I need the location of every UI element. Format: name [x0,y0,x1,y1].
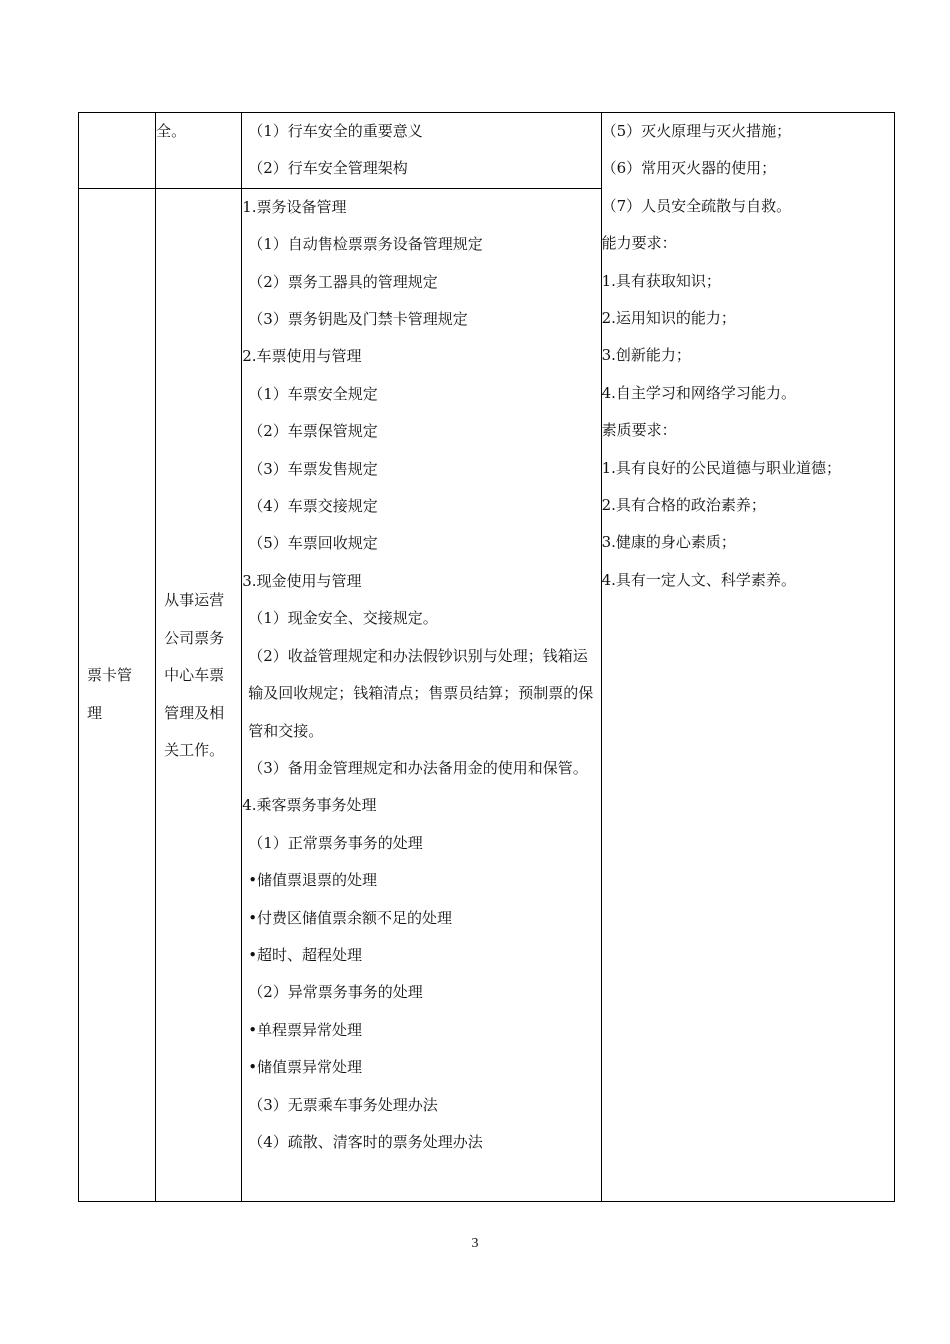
section-heading: 1.票务设备管理 [242,197,347,216]
requirement-line: （5）灭火原理与灭火措施； [601,122,792,140]
content-line: （2）异常票务事务的处理 [248,983,423,1002]
requirement-line: 3.健康的身心素质； [601,533,736,552]
table-row [79,113,895,189]
curriculum-table [78,112,895,1202]
bullet-item: •超时、超程处理 [248,945,363,964]
page-number: 3 [471,1236,479,1251]
task-line: 公司票务 [164,628,225,647]
content-line: （3）无票乘车事务处理办法 [248,1095,438,1114]
content-paragraph: （2）收益管理规定和办法假钞识别与处理；钱箱运输及回收规定；钱箱清点；售票员结算；预制票的保管和交接。 [248,646,594,740]
content-line: （1）正常票务事务的处理 [248,833,423,852]
requirement-line: 2.具有合格的政治素养； [601,496,766,515]
module-name-line: 票卡管 [87,666,133,685]
cell-content [242,188,601,1201]
task-line: 从事运营 [164,591,225,610]
content-line: （4）车票交接规定 [248,497,378,516]
requirement-heading: 能力要求： [601,234,677,253]
bullet-item: •储值票退票的处理 [248,871,378,890]
content-line: （2）行车安全管理架构 [248,159,408,178]
requirement-line: 1.具有良好的公民道德与职业道德； [601,458,841,477]
content-paragraph: （3）备用金管理规定和办法备用金的使用和保管。 [248,758,588,777]
task-text: 全。 [156,122,187,140]
content-line: （1）自动售检票票务设备管理规定 [248,235,483,254]
cell-task [156,188,242,1201]
module-name-line: 理 [87,703,103,722]
bullet-item: •单程票异常处理 [248,1020,363,1039]
content-line: （2）车票保管规定 [248,422,378,441]
section-heading: 4.乘客票务事务处理 [242,796,377,815]
requirement-line: 3.创新能力； [601,346,691,365]
section-heading: 2.车票使用与管理 [242,347,362,366]
requirement-heading: 素质要求： [601,421,677,440]
content-line: （4）疏散、清客时的票务处理办法 [248,1132,483,1151]
cell-requirements [601,113,894,1202]
content-line: （3）票务钥匙及门禁卡管理规定 [248,310,468,329]
content-line: （1）现金安全、交接规定。 [248,609,438,628]
requirement-line: （7）人员安全疏散与自救。 [601,196,792,215]
task-line: 关工作。 [164,740,225,759]
section-heading: 3.现金使用与管理 [242,571,362,590]
content-line: （1）车票安全规定 [248,384,378,403]
cell-content-continued [242,113,601,189]
requirement-line: 4.具有一定人文、科学素养。 [601,570,796,589]
requirement-line: 2.运用知识的能力； [601,309,736,328]
content-line: （3）车票发售规定 [248,459,378,478]
bullet-item: •储值票异常处理 [248,1058,363,1077]
requirement-line: 4.自主学习和网络学习能力。 [601,383,796,402]
requirement-line: 1.具有获取知识； [601,271,721,290]
content-line: （2）票务工器具的管理规定 [248,272,438,291]
requirement-line: （6）常用灭火器的使用； [601,159,777,178]
cell-module-empty [79,113,156,189]
task-line: 管理及相 [164,703,225,722]
cell-module-name [79,188,156,1201]
cell-task-continued [156,113,242,189]
task-line: 中心车票 [164,666,225,685]
bullet-item: •付费区储值票余额不足的处理 [248,908,453,927]
content-line: （1）行车安全的重要意义 [248,122,423,140]
content-line: （5）车票回收规定 [248,534,378,553]
